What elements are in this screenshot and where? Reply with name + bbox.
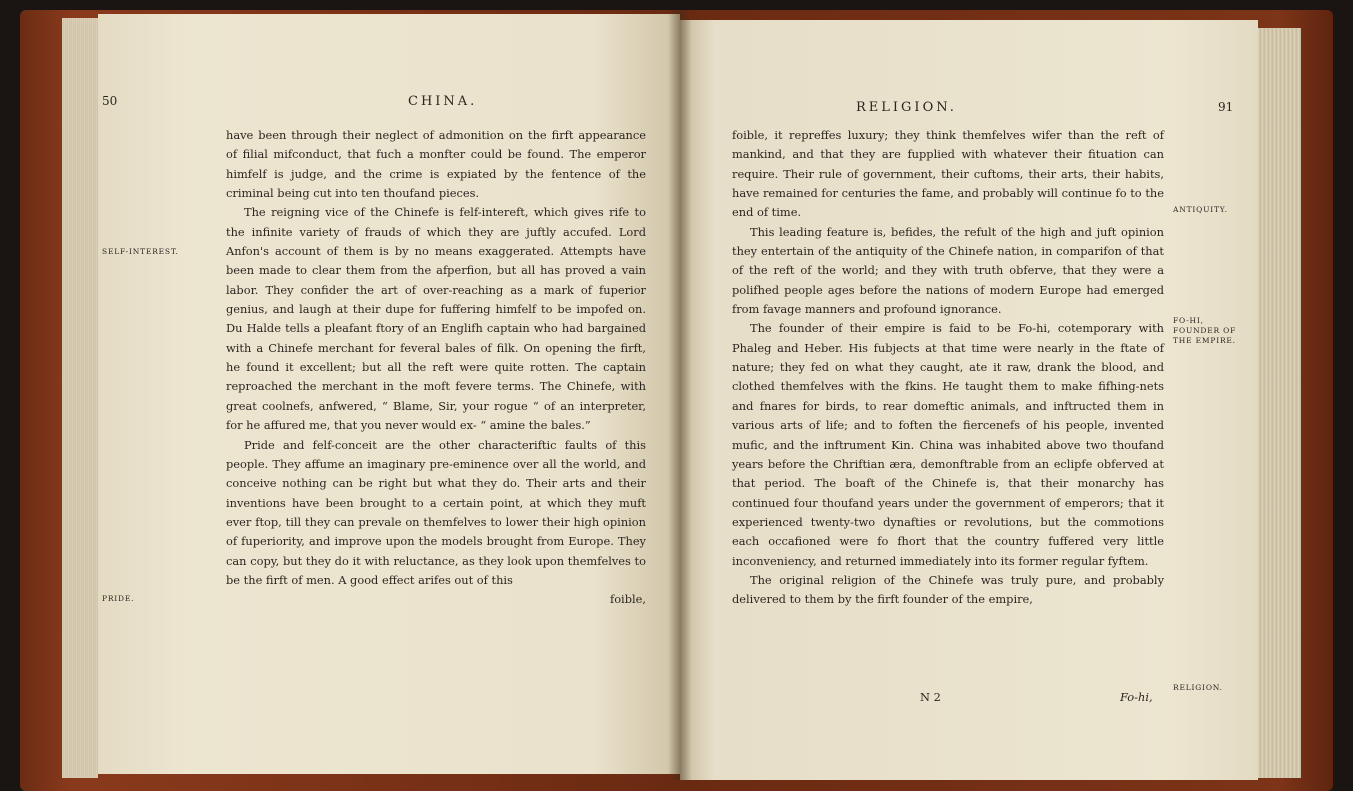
paragraph: The founder of their empire is faid to be Fo-hi, cotemporary with Phaleg and Heber. His fubjects at that time were nearly in the ftate of nature; they fed on what they caught, ate it raw, drank the blood, and clothed themfelves with the fkins. He taught them to make fifhing-nets and fnares for birds, to rear domeftic animals, and inftructed them in various arts of life; and to foften the fiercenefs of his people, invented mufic, and the inftrument Kin. China was inhabited above two thoufand years before the Chriftian æra, demonftrable from an eclipfe obferved at that period. The boaft of the Chinefe is, that their monarchy has continued four thoufand years under the government of emperors; that it experienced twenty-two dynafties or revolutions, but the commotions each occafioned were fo fhort that the country fuffered very little inconveniency, and returned immediately into its former regular fyftem. [732,321,1164,568]
signature-mark: N 2 [920,690,941,704]
margin-note-pride: PRIDE. [102,594,135,603]
book-gutter [668,10,692,780]
margin-note-religion: RELIGION. [1173,683,1223,692]
margin-note-self-interest: SELF-INTEREST. [102,247,179,256]
paragraph: foible, it repreffes luxury; they think themfelves wifer than the reft of mankind, and that they are fupplied with whatever their fituation can require. Their rule of government, their cuftoms, their arts, their habits, have remained for centuries the fame, and probably will continue fo to the end of time. [732,128,1164,220]
catchword: Fo-hi, [1120,690,1153,704]
left-running-head: CHINA. [408,94,478,109]
left-page-number: 50 [102,94,118,108]
left-page-edges [62,18,98,778]
margin-note-fo-hi: FO-HI, FOUNDER OF THE EMPIRE. [1173,316,1237,345]
paragraph: Pride and felf-conceit are the other characteriftic faults of this people. They affume an imaginary pre-eminence over all the world, and conceive nothing can be right but what they do. Their arts and their inventions have been brought to a certain point, at which they muft ever ftop, till they can prevale on themfelves to lower their high opinion of fuperiority, and improve upon the models brought from Europe. They can copy, but they do it with reluctance, as they look upon themfelves to be the firft of men. A good effect arifes out of this [226,437,646,587]
right-page-number: 91 [1218,100,1234,114]
paragraph: The reigning vice of the Chinefe is felf-intereft, which gives rife to the infinite variety of frauds of which they are juftly accufed. Lord Anfon's account of them is by no means exaggerated. Attempts have been made to clear them from the afperfion, but all has proved a vain labor. They confider the art of over-reaching as a mark of fuperior genius, and laugh at their dupe for fuffering himfelf to be impofed on. Du Halde tells a pleafant ftory of an Englifh captain who had bargained with a Chinefe merchant for feveral bales of filk. On opening the firft, he found it excellent; but all the reft were quite rotten. The captain reproached the merchant in the moft fevere terms. The Chinefe, with great coolnefs, anfwered, “ Blame, Sir, your rogue “ of an interpreter, for he affured me, that you never would ex- “ amine the bales.” [226,205,646,433]
paragraph: This leading feature is, befides, the refult of the high and juft opinion they entertain of the antiquity of the Chinefe nation, in comparifon of that of the reft of the world; and they with truth obferve, that they were a polifhed people ages before the nations of modern Europe had emerged from favage manners and profound ignorance. [732,224,1164,317]
right-page-edges [1257,28,1301,778]
margin-note-antiquity: ANTIQUITY. [1173,205,1228,214]
paragraph: have been through their neglect of admonition on the firft appearance of filial mifconduct, that fuch a monfter could be found. The emperor himfelf is judge, and the crime is expiated by the fentence of the criminal being cut into ten thoufand pieces. [226,128,646,201]
paragraph: The original religion of the Chinefe was truly pure, and probably delivered to them by the firft founder of the empire, [732,572,1164,607]
left-body-text [226,126,646,610]
right-page [680,20,1258,780]
right-running-head: RELIGION. [856,100,957,115]
catchword: foible, [609,592,646,607]
right-body-text [732,126,1164,610]
left-page [98,14,680,774]
